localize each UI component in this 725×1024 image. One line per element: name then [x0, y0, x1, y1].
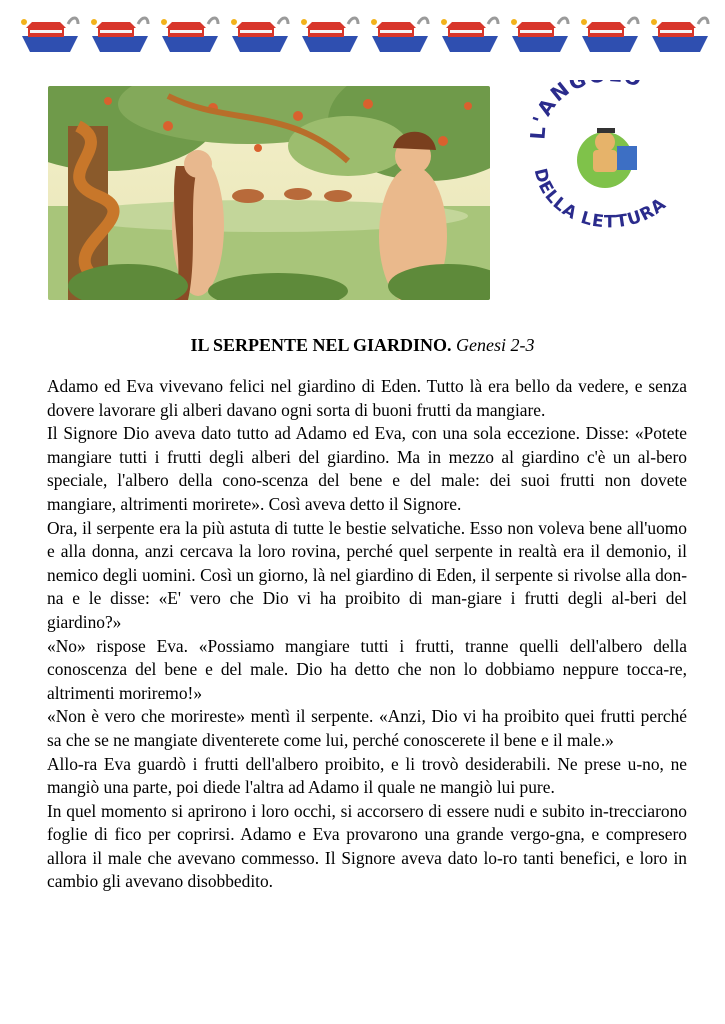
noah-ark-icon — [90, 12, 150, 56]
noah-ark-icon — [510, 12, 570, 56]
story-text — [47, 375, 687, 894]
svg-text:L'ANGOLO — [525, 80, 646, 140]
paragraph: Ora, il serpente era la più astuta di tutte le bestie selvatiche. Esso non voleva bene all'uomo e alla donna, anzi cercava la loro rovina, perché quel serpente in realtà era il demonio, il nemico degli uomini. Così un giorno, là nel giardino di Eden, il serpente si rivolse alla don-na e le disse: «E' vero che Dio vi ha proibito di man-giare i frutti degli al-beri del giardino?» — [47, 517, 687, 632]
noah-ark-icon — [580, 12, 640, 56]
noah-ark-icon — [230, 12, 290, 56]
noah-ark-icon — [650, 12, 710, 56]
ark-border — [20, 12, 710, 56]
paragraph: Il Signore Dio aveva dato tutto ad Adamo ed Eva, con una sola eccezione. Disse: «Potete mangiare tutti i frutti degli alberi del giardino. Ma in mezzo al giardino c'è un al-bero speciale, l'albero della cono-scenza del bene e del male: dei suoi frutti non dovete mangiare, altrimenti morirete». Così aveva detto il Signore. — [47, 423, 687, 514]
paragraph: Allo-ra Eva guardò i frutti dell'albero proibito, e li trovò desiderabili. Ne prese u-no, ne mangiò una parte, poi diede l'altra ad Adamo il quale ne mangiò lui pure. — [47, 753, 687, 798]
angolo-lettura-logo — [525, 80, 695, 230]
noah-ark-icon — [160, 12, 220, 56]
paragraph: In quel momento si aprirono i loro occhi, si accorsero di essere nudi e subito in-trecciarono foglie di fico per coprirsi. Adamo e Eva provarono una grande vergo-gna, e compresero allora il male che avevano commesso. Il Signore aveva dato lo-ro tanti benefici, e loro in cambio gli avevano disobbedito. — [47, 800, 687, 892]
logo-top-text: L'ANG — [525, 80, 592, 141]
paragraph: «No» rispose Eva. «Possiamo mangiare tutti i frutti, tranne quelli dell'albero della conoscenza del bene e del male. Dio ha detto che non lo dobbiamo neppure tocca-re, altrimenti moriremo!» — [47, 635, 687, 703]
adam-eve-serpent-illustration — [48, 86, 490, 300]
noah-ark-icon — [370, 12, 430, 56]
noah-ark-icon — [300, 12, 360, 56]
noah-ark-icon — [20, 12, 80, 56]
bible-reference: Genesi 2-3 — [456, 335, 535, 355]
paragraph: «Non è vero che morireste» mentì il serpente. «Anzi, Dio vi ha proibito quei frutti perché sa che se ne mangiate diventerete come lui, perché conoscerete il bene e il male.» — [47, 706, 687, 750]
story-heading — [0, 335, 725, 356]
logo-bottom-text: DELLA LETTURA — [529, 166, 671, 230]
paragraph: Adamo ed Eva vivevano felici nel giardino di Eden. Tutto là era bello da vedere, e senza dovere lavorare gli alberi davano ogni sorta di buoni frutti da mangiare. — [47, 376, 687, 420]
story-title: IL SERPENTE NEL GIARDINO. — [190, 335, 452, 355]
noah-ark-icon — [440, 12, 500, 56]
